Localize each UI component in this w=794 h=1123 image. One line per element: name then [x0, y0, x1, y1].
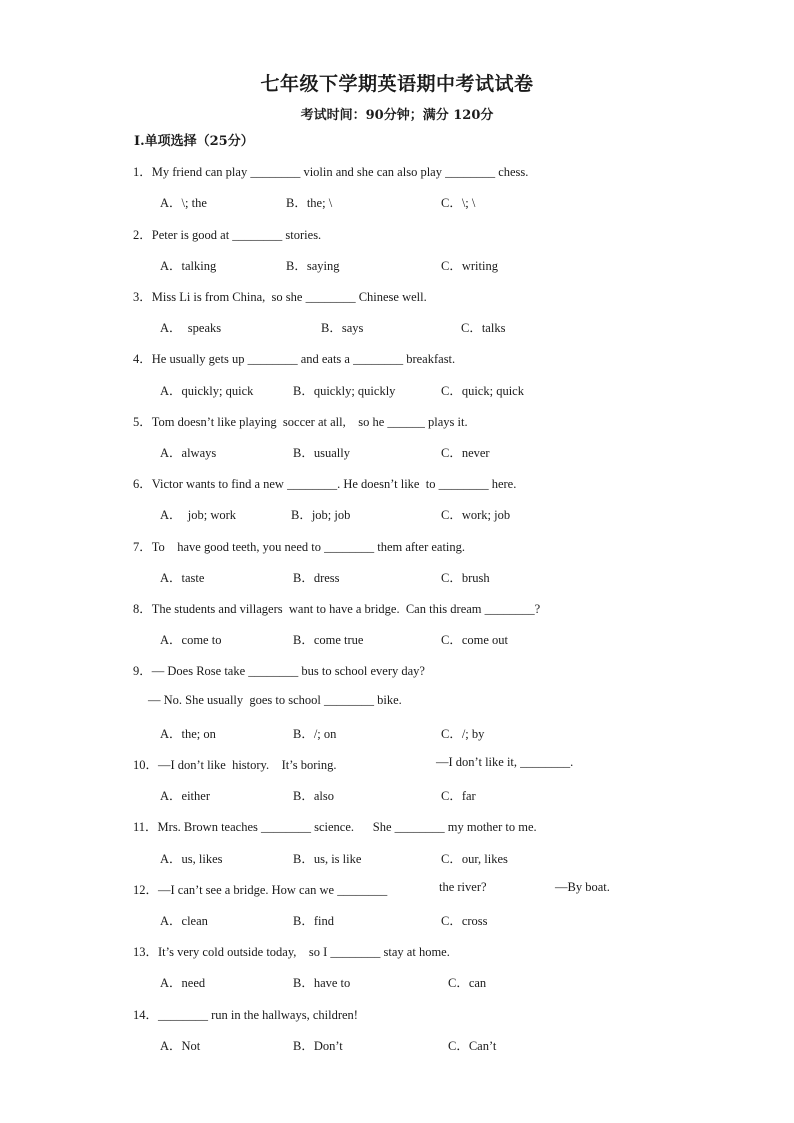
question-8-stem: 8．The students and villagers want to have a bridge. Can this dream ________?	[133, 602, 541, 616]
question-10-option-b: B．also	[293, 789, 334, 803]
question-1-stem: 1．My friend can play ________ violin and she can also play ________ chess.	[133, 165, 529, 179]
question-9-stem: 9．— Does Rose take ________ bus to school every day?	[133, 664, 425, 678]
question-8-option-b: B．come true	[293, 633, 364, 647]
question-13-option-a: A．need	[160, 976, 206, 990]
question-10-stem-reply: —I don’t like it, ________.	[436, 755, 574, 769]
question-1-option-b: B．the; \	[286, 196, 333, 210]
question-6-option-c: C．work; job	[441, 508, 511, 522]
question-10-stem: 10．—I don’t like history. It’s boring.	[133, 758, 337, 772]
question-3-option-a: A． speaks	[160, 321, 222, 335]
question-4-option-a: A．quickly; quick	[160, 384, 254, 398]
question-5-option-b: B．usually	[293, 446, 350, 460]
question-4-option-b: B．quickly; quickly	[293, 384, 396, 398]
question-9-stem-reply: — No. She usually goes to school ________ bike.	[148, 693, 402, 707]
question-10-option-c: C．far	[441, 789, 476, 803]
question-12-option-c: C．cross	[441, 914, 488, 928]
question-9-option-a: A．the; on	[160, 727, 216, 741]
question-1-option-a: A．\; the	[160, 196, 207, 210]
question-7-stem: 7．To have good teeth, you need to ________ them after eating.	[133, 540, 466, 554]
question-11-option-a: A．us, likes	[160, 852, 223, 866]
question-10-option-a: A．either	[160, 789, 210, 803]
question-2-option-a: A．talking	[160, 259, 217, 273]
question-5-stem: 5．Tom doesn’t like playing soccer at all, so he ______ plays it.	[133, 415, 468, 429]
question-3-option-c: C．talks	[461, 321, 506, 335]
question-1-option-c: C．\; \	[441, 196, 476, 210]
question-2-option-b: B．saying	[286, 259, 340, 273]
question-4-option-c: C．quick; quick	[441, 384, 524, 398]
question-12-stem-continued: the river?	[439, 880, 487, 894]
question-8-option-a: A．come to	[160, 633, 222, 647]
question-7-option-a: A．taste	[160, 571, 205, 585]
question-14-option-b: B．Don’t	[293, 1039, 343, 1053]
question-9-option-c: C．/; by	[441, 727, 485, 741]
question-6-stem: 6．Victor wants to find a new ________. He doesn’t like to ________ here.	[133, 477, 517, 491]
question-14-stem: 14．________ run in the hallways, children!	[133, 1008, 358, 1022]
question-13-option-b: B．have to	[293, 976, 351, 990]
question-4-stem: 4．He usually gets up ________ and eats a ________ breakfast.	[133, 352, 456, 366]
question-11-stem: 11．Mrs. Brown teaches ________ science. She ________ my mother to me.	[133, 820, 537, 834]
question-12-option-b: B．find	[293, 914, 334, 928]
question-6-option-b: B．job; job	[291, 508, 351, 522]
question-12-option-a: A．clean	[160, 914, 208, 928]
question-13-option-c: C．can	[448, 976, 487, 990]
question-7-option-b: B．dress	[293, 571, 340, 585]
question-12-stem-reply: —By boat.	[555, 880, 610, 894]
question-5-option-a: A．always	[160, 446, 217, 460]
question-2-option-c: C．writing	[441, 259, 498, 273]
question-8-option-c: C．come out	[441, 633, 509, 647]
question-9-option-b: B．/; on	[293, 727, 337, 741]
question-12-stem: 12．—I can’t see a bridge. How can we ________	[133, 883, 388, 897]
question-11-option-b: B．us, is like	[293, 852, 362, 866]
question-2-stem: 2．Peter is good at ________ stories.	[133, 228, 322, 242]
question-14-option-a: A．Not	[160, 1039, 201, 1053]
question-6-option-a: A． job; work	[160, 508, 237, 522]
question-3-option-b: B．says	[321, 321, 364, 335]
question-5-option-c: C．never	[441, 446, 490, 460]
exam-title: 七年级下学期英语期中考试试卷	[260, 73, 534, 95]
question-14-option-c: C．Can’t	[448, 1039, 497, 1053]
question-13-stem: 13．It’s very cold outside today, so I ________ stay at home.	[133, 945, 450, 959]
question-7-option-c: C．brush	[441, 571, 490, 585]
question-11-option-c: C．our, likes	[441, 852, 508, 866]
exam-subtitle: 考试时间：90分钟；满分 120分	[300, 108, 494, 123]
section-heading: Ⅰ.单项选择（25分）	[134, 134, 254, 149]
question-3-stem: 3．Miss Li is from China, so she ________ Chinese well.	[133, 290, 427, 304]
